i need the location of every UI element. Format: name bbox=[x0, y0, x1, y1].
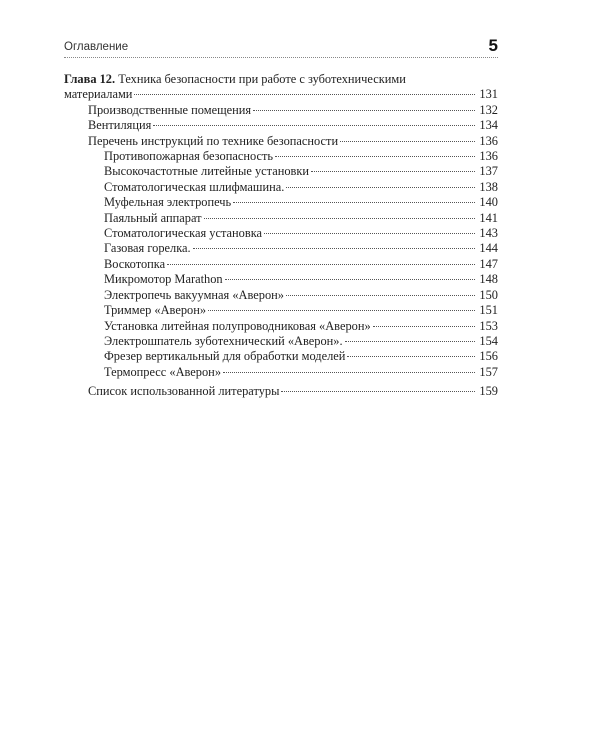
toc-entry-text: Муфельная электропечь bbox=[104, 195, 232, 210]
header-section-title: Оглавление bbox=[64, 41, 129, 53]
toc-entry[interactable] bbox=[64, 241, 498, 256]
dot-leader bbox=[223, 372, 475, 373]
toc-entry[interactable] bbox=[64, 319, 498, 334]
toc-entry-page: 148 bbox=[479, 272, 498, 287]
table-of-contents bbox=[64, 72, 498, 400]
toc-entry[interactable] bbox=[64, 164, 498, 179]
dot-leader bbox=[204, 218, 475, 219]
toc-entry-text: Паяльный аппарат bbox=[104, 210, 202, 225]
toc-entry-text: Высокочастотные литейные установки bbox=[104, 164, 310, 179]
dot-leader bbox=[286, 187, 475, 188]
toc-entry[interactable] bbox=[64, 384, 498, 399]
toc-entry[interactable] bbox=[64, 349, 498, 364]
toc-entry-text: материалами bbox=[64, 87, 133, 102]
dot-leader bbox=[233, 202, 475, 203]
dot-leader bbox=[373, 326, 475, 327]
toc-entry-page: 134 bbox=[479, 118, 498, 133]
toc-entry[interactable] bbox=[64, 334, 498, 349]
toc-entry-text: Воскотопка bbox=[104, 256, 166, 271]
toc-entry-page: 156 bbox=[479, 349, 498, 364]
toc-entry-page: 138 bbox=[479, 179, 498, 194]
toc-entry-text: Перечень инструкций по технике безопасности bbox=[88, 133, 339, 148]
dot-leader bbox=[253, 110, 475, 111]
toc-entry-page: 143 bbox=[479, 226, 498, 241]
toc-entry-text: Микромотор Marathon bbox=[104, 272, 223, 287]
toc-entry-text: Фрезер вертикальный для обработки моделей bbox=[104, 349, 346, 364]
toc-entry-text: Электрошпатель зуботехнический «Аверон». bbox=[104, 333, 343, 348]
toc-entry-page: 136 bbox=[479, 149, 498, 164]
toc-entry-chapter-cont[interactable] bbox=[64, 87, 498, 102]
toc-entry-text: Стоматологическая шлифмашина. bbox=[104, 179, 285, 194]
header-page-number: 5 bbox=[488, 36, 498, 55]
toc-entry[interactable] bbox=[64, 180, 498, 195]
toc-entry-page: 157 bbox=[479, 364, 498, 379]
chapter-title: Техника безопасности при работе с зуботехническими bbox=[118, 72, 406, 86]
toc-entry-page: 153 bbox=[479, 318, 498, 333]
dot-leader bbox=[153, 125, 475, 126]
toc-entry-page: 147 bbox=[479, 256, 498, 271]
toc-entry-page: 137 bbox=[479, 164, 498, 179]
toc-entry-page: 131 bbox=[479, 87, 498, 102]
toc-entry-text: Термопресс «Аверон» bbox=[104, 364, 222, 379]
dot-leader bbox=[264, 233, 475, 234]
dot-leader bbox=[286, 295, 475, 296]
header-dotted-rule bbox=[64, 57, 498, 58]
dot-leader bbox=[347, 356, 475, 357]
toc-entry-text: Установка литейная полупроводниковая «Аверон» bbox=[104, 318, 371, 333]
toc-entry-text: Список использованной литературы bbox=[88, 384, 280, 399]
dot-leader bbox=[275, 156, 475, 157]
dot-leader bbox=[340, 141, 475, 142]
toc-entry[interactable] bbox=[64, 303, 498, 318]
dot-leader bbox=[281, 391, 475, 392]
toc-entry[interactable] bbox=[64, 365, 498, 380]
running-header bbox=[64, 38, 498, 60]
toc-entry-text: Производственные помещения bbox=[88, 102, 252, 117]
toc-entry-text: Вентиляция bbox=[88, 118, 152, 133]
toc-entry[interactable] bbox=[64, 118, 498, 133]
toc-entry[interactable] bbox=[64, 288, 498, 303]
dot-leader bbox=[134, 94, 475, 95]
toc-entry-page: 132 bbox=[479, 102, 498, 117]
toc-entry[interactable] bbox=[64, 272, 498, 287]
toc-entry-text: Противопожарная безопасность bbox=[104, 149, 274, 164]
toc-entry-page: 136 bbox=[479, 133, 498, 148]
toc-entry[interactable] bbox=[64, 226, 498, 241]
toc-entry[interactable] bbox=[64, 257, 498, 272]
toc-entry-text: Стоматологическая установка bbox=[104, 226, 263, 241]
toc-entry[interactable] bbox=[64, 149, 498, 164]
toc-entry[interactable] bbox=[64, 134, 498, 149]
toc-entry-page: 151 bbox=[479, 303, 498, 318]
dot-leader bbox=[225, 279, 475, 280]
toc-entry-page: 159 bbox=[479, 384, 498, 399]
toc-entry-page: 141 bbox=[479, 210, 498, 225]
toc-entry-text: Электропечь вакуумная «Аверон» bbox=[104, 287, 284, 302]
toc-entry-page: 150 bbox=[479, 287, 498, 302]
toc-entry-page: 144 bbox=[479, 241, 498, 256]
toc-entry[interactable] bbox=[64, 211, 498, 226]
toc-entry-text: Газовая горелка. bbox=[104, 241, 191, 256]
chapter-heading[interactable] bbox=[64, 72, 498, 87]
toc-entry[interactable] bbox=[64, 103, 498, 118]
chapter-label: Глава 12. bbox=[64, 72, 116, 86]
toc-entry-page: 154 bbox=[479, 333, 498, 348]
toc-entry-page: 140 bbox=[479, 195, 498, 210]
dot-leader bbox=[345, 341, 475, 342]
toc-entry[interactable] bbox=[64, 195, 498, 210]
toc-entry-text: Триммер «Аверон» bbox=[104, 303, 207, 318]
dot-leader bbox=[193, 248, 475, 249]
dot-leader bbox=[311, 171, 475, 172]
dot-leader bbox=[167, 264, 475, 265]
dot-leader bbox=[208, 310, 475, 311]
